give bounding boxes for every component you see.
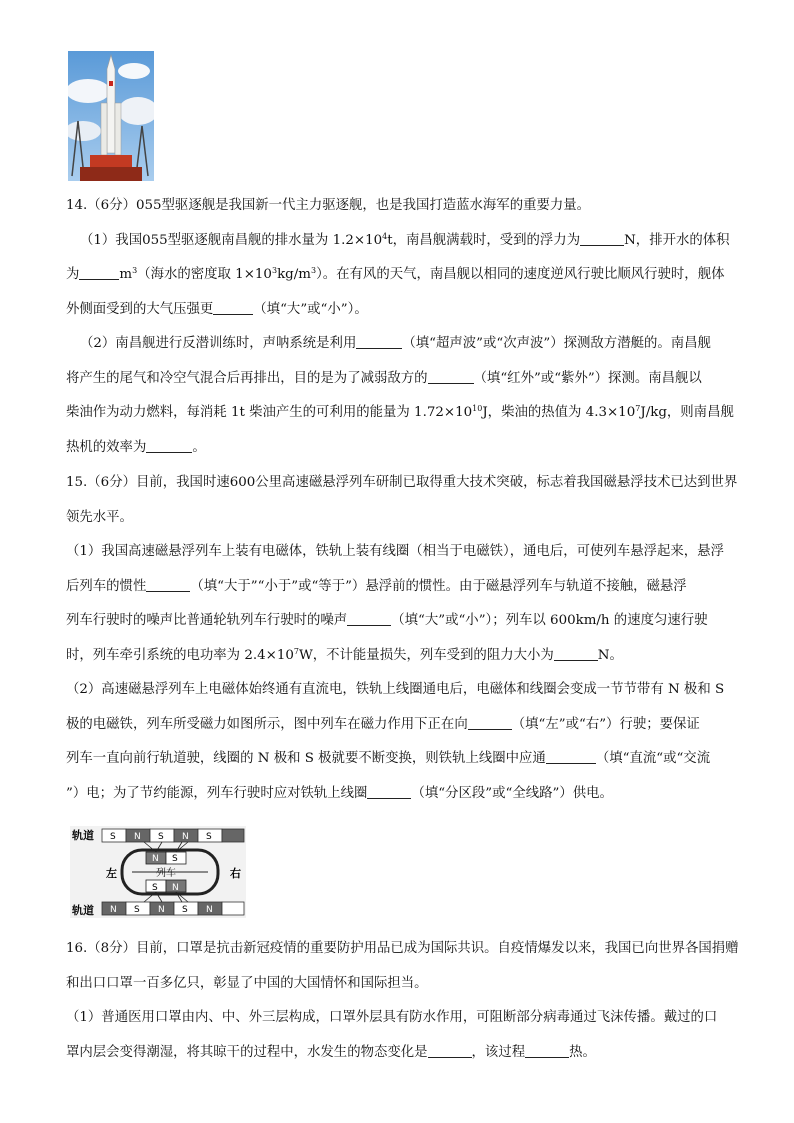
answer-blank[interactable] [546, 749, 596, 764]
answer-blank[interactable] [347, 611, 391, 626]
answer-blank[interactable] [79, 265, 119, 280]
bottom-pole-4: S [182, 905, 188, 915]
maglev-diagram [70, 826, 246, 918]
train-pole-bottom-2: N [172, 883, 179, 893]
top-pole-1: S [110, 832, 116, 842]
answer-blank[interactable] [525, 1043, 569, 1058]
question-15 [66, 466, 756, 811]
question-14 [66, 189, 756, 465]
track-label-top: 轨道 [72, 829, 94, 842]
bottom-rail [102, 902, 244, 915]
answer-blank[interactable] [356, 334, 402, 349]
q16-heading: 16.（8分）目前，口罩是抗击新冠疫情的重要防护用品已成为国际共识。自疫情爆发以来，我国已向世界各国捐赠 [66, 941, 739, 956]
answer-blank[interactable] [146, 438, 192, 453]
q15-part1-line2: 后列车的惯性 （填“大于”“小于”或“等于”）悬浮前的惯性。由于磁悬浮列车与轨道不接触，磁悬浮 [66, 578, 687, 594]
q14-part2-line1: （2）南昌舰进行反潜训练时，声呐系统是利用 （填“超声波”或“次声波”）探测敌方潜艇的。南昌舰 [80, 336, 711, 351]
rocket-photo [68, 51, 154, 181]
q16-part1-line1: （1）普通医用口罩由内、中、外三层构成，口罩外层具有防水作用，可阻断部分病毒通过飞沫传播。戴过的口 [66, 1010, 718, 1025]
top-pole-2: N [134, 832, 141, 842]
q15-part2-line3: 列车一直向前行轨道驶，线圈的 N 极和 S 极就要不断变换，则铁轨上线圈中应通 （填“直流“或“交流 [66, 751, 711, 766]
answer-blank[interactable] [468, 715, 512, 730]
q14-part2-line2: 将产生的尾气和冷空气混合后再排出，目的是为了减弱敌方的 （填“红外”或“紫外”）探测。南昌舰以 [66, 370, 702, 386]
question-16 [66, 932, 756, 1070]
q14-part2-line3: 柴油作为动力燃料，每消耗 1t 柴油产生的可利用的能量为 $1.72\times 10^{10}J$，柴油的热值为 $4.3\times 10^7J/kg$，则南昌舰 [66, 404, 734, 420]
q15-part2-line4: ”）电；为了节约能源，列车行驶时应对铁轨上线圈 （填“分区段”或“全线路”）供电。 [66, 785, 613, 801]
train-pole-top-2: S [172, 854, 178, 864]
answer-blank[interactable] [146, 577, 190, 592]
q14-part2-line4: 热机的效率为 。 [66, 439, 206, 455]
q14-heading: 14.（6分）055型驱逐舰是我国新一代主力驱逐舰，也是我国打造蓝水海军的重要力量。 [66, 198, 591, 213]
answer-blank[interactable] [428, 1043, 472, 1058]
answer-blank[interactable] [580, 231, 624, 246]
train-pole-top-1: N [152, 854, 159, 864]
q14-part1-line1: （1）我国055型驱逐舰南昌舰的排水量为 $1.2\times 10^4t$，南昌舰满载时，受到的浮力为 N，排开水的体积 [80, 231, 730, 248]
answer-blank[interactable] [367, 784, 411, 799]
bottom-pole-5: N [206, 905, 213, 915]
bottom-pole-1: N [110, 905, 117, 915]
bottom-pole-2: S [134, 905, 140, 915]
top-pole-5: S [206, 832, 212, 842]
answer-blank[interactable] [554, 646, 598, 661]
train-label: 列车 [156, 868, 176, 879]
q15-part2-line1: （2）高速磁悬浮列车上电磁体始终通有直流电，铁轨上线圈通电后，电磁体和线圈会变成一节节带有 N 极和 S [66, 682, 725, 697]
q15-part1-line3: 列车行驶时的噪声比普通轮轨列车行驶时的噪声 （填“大”或“小”）；列车以 600km/h 的速度匀速行驶 [66, 613, 708, 628]
top-pole-3: S [158, 832, 164, 842]
train-pole-bottom-1: S [152, 883, 158, 893]
q15-part1-line4: 时，列车牵引系统的电功率为 $2.4\times 10^7W$，不计能量损失，列车受到的阻力大小为 N。 [66, 646, 623, 663]
left-label: 左 [106, 867, 117, 880]
q16-heading-cont: 和出口口罩一百多亿只，彰显了中国的大国情怀和国际担当。 [66, 975, 428, 991]
right-label: 右 [230, 867, 241, 880]
q15-heading: 15.（6分）目前，我国时速600公里高速磁悬浮列车研制已取得重大技术突破，标志着我国磁悬浮技术已达到世界 [66, 475, 738, 490]
answer-blank[interactable] [213, 300, 253, 315]
bottom-pole-3: N [158, 905, 165, 915]
answer-blank[interactable] [428, 369, 474, 384]
q15-heading-cont: 领先水平。 [66, 509, 133, 525]
q15-part2-line2: 极的电磁铁，列车所受磁力如图所示，图中列车在磁力作用下正在向 （填“左”或“右”）行驶；要保证 [66, 716, 700, 732]
q16-part1-line2: 罩内层会变得潮湿，将其晾干的过程中，水发生的物态变化是 ，该过程 热。 [66, 1044, 596, 1060]
q14-part1-line2: 为 $m^3$（海水的密度取 $1\times 10^3kg/m^3$）。在有风的天气，南昌舰以相同的速度逆风行驶比顺风行驶时，舰体 [66, 266, 725, 282]
track-label-bottom: 轨道 [72, 904, 94, 917]
q14-part1-line3: 外侧面受到的大气压强更 （填“大”或“小”）。 [66, 301, 368, 317]
top-pole-4: N [182, 832, 189, 842]
top-rail [102, 829, 244, 842]
q15-part1-line1: （1）我国高速磁悬浮列车上装有电磁体，铁轨上装有线圈（相当于电磁铁），通电后，可使列车悬浮起来，悬浮 [66, 544, 724, 559]
